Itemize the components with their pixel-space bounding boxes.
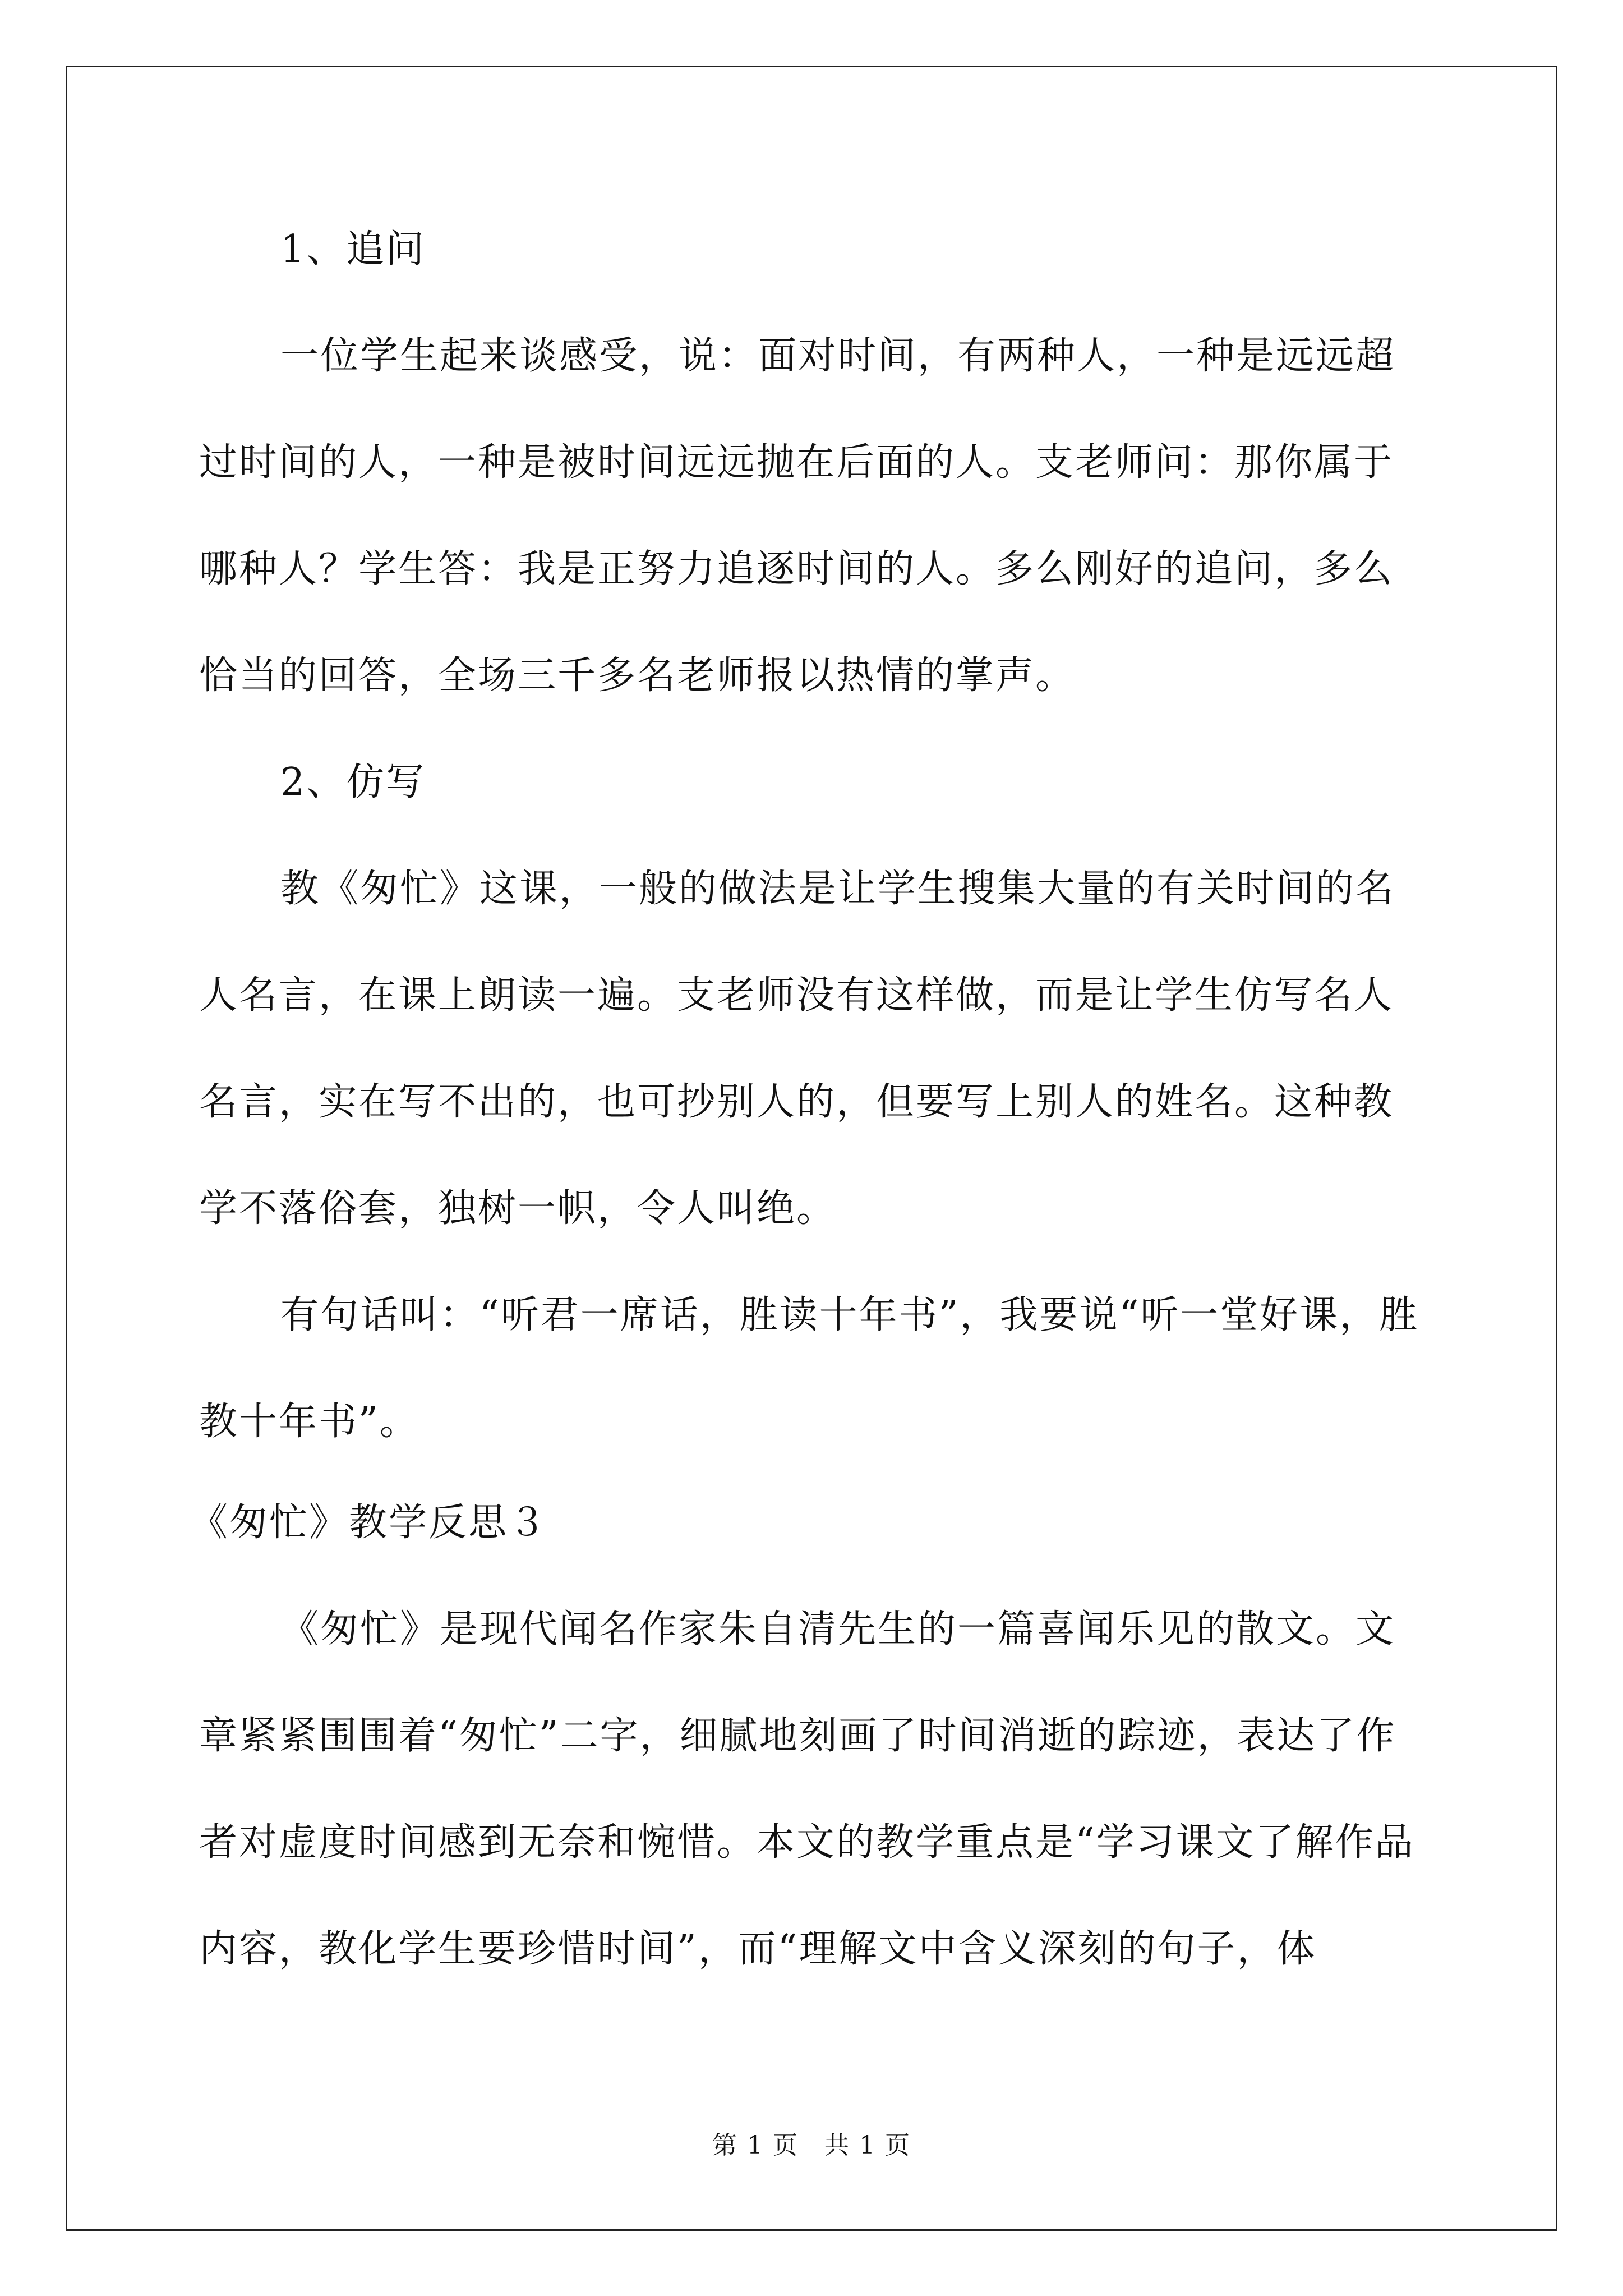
paragraph-student-answer: 一位学生起来谈感受，说：面对时间，有两种人，一种是远远超过时间的人，一种是被时间远远抛在后面的人。支老师问：那你属于哪种人？学生答：我是正努力追逐时间的人。多么刚好的追问，多么恰当的回答，全场三千多名老师报以热情的掌声。 — [199, 334, 1396, 698]
paragraph-teaching-method: 教《匆忙》这课，一般的做法是让学生搜集大量的有关时间的名人名言，在课上朗读一遍。支老师没有这样做，而是让学生仿写名人名言，实在写不出的，也可抄别人的，但要写上别人的姓名。这种教学不落俗套，独树一帜，令人叫绝。 — [199, 867, 1396, 1231]
paragraph-saying: 有句话叫：“听君一席话，胜读十年书”，我要说“听一堂好课，胜教十年书”。 — [199, 1293, 1419, 1444]
section-title-reflection-3: 《匆忙》教学反思３ — [190, 1501, 548, 1545]
subheading-imitation-writing: 2、仿写 — [280, 760, 426, 804]
subheading-followup-question: 1、追问 — [280, 227, 426, 272]
paragraph-reflection-intro: 《匆忙》是现代闻名作家朱自清先生的一篇喜闻乐见的散文。文章紧紧围围着“匆忙”二字，细腻地刻画了时间消逝的踪迹，表达了作者对虚度时间感到无奈和惋惜。本文的教学重点是“学习课文了解作品内容，教化学生要珍惜时间”，而“理解文中含义深刻的句子，体 — [199, 1607, 1415, 1971]
page-number-footer: 第 1 页 共 1 页 — [712, 2131, 911, 2160]
